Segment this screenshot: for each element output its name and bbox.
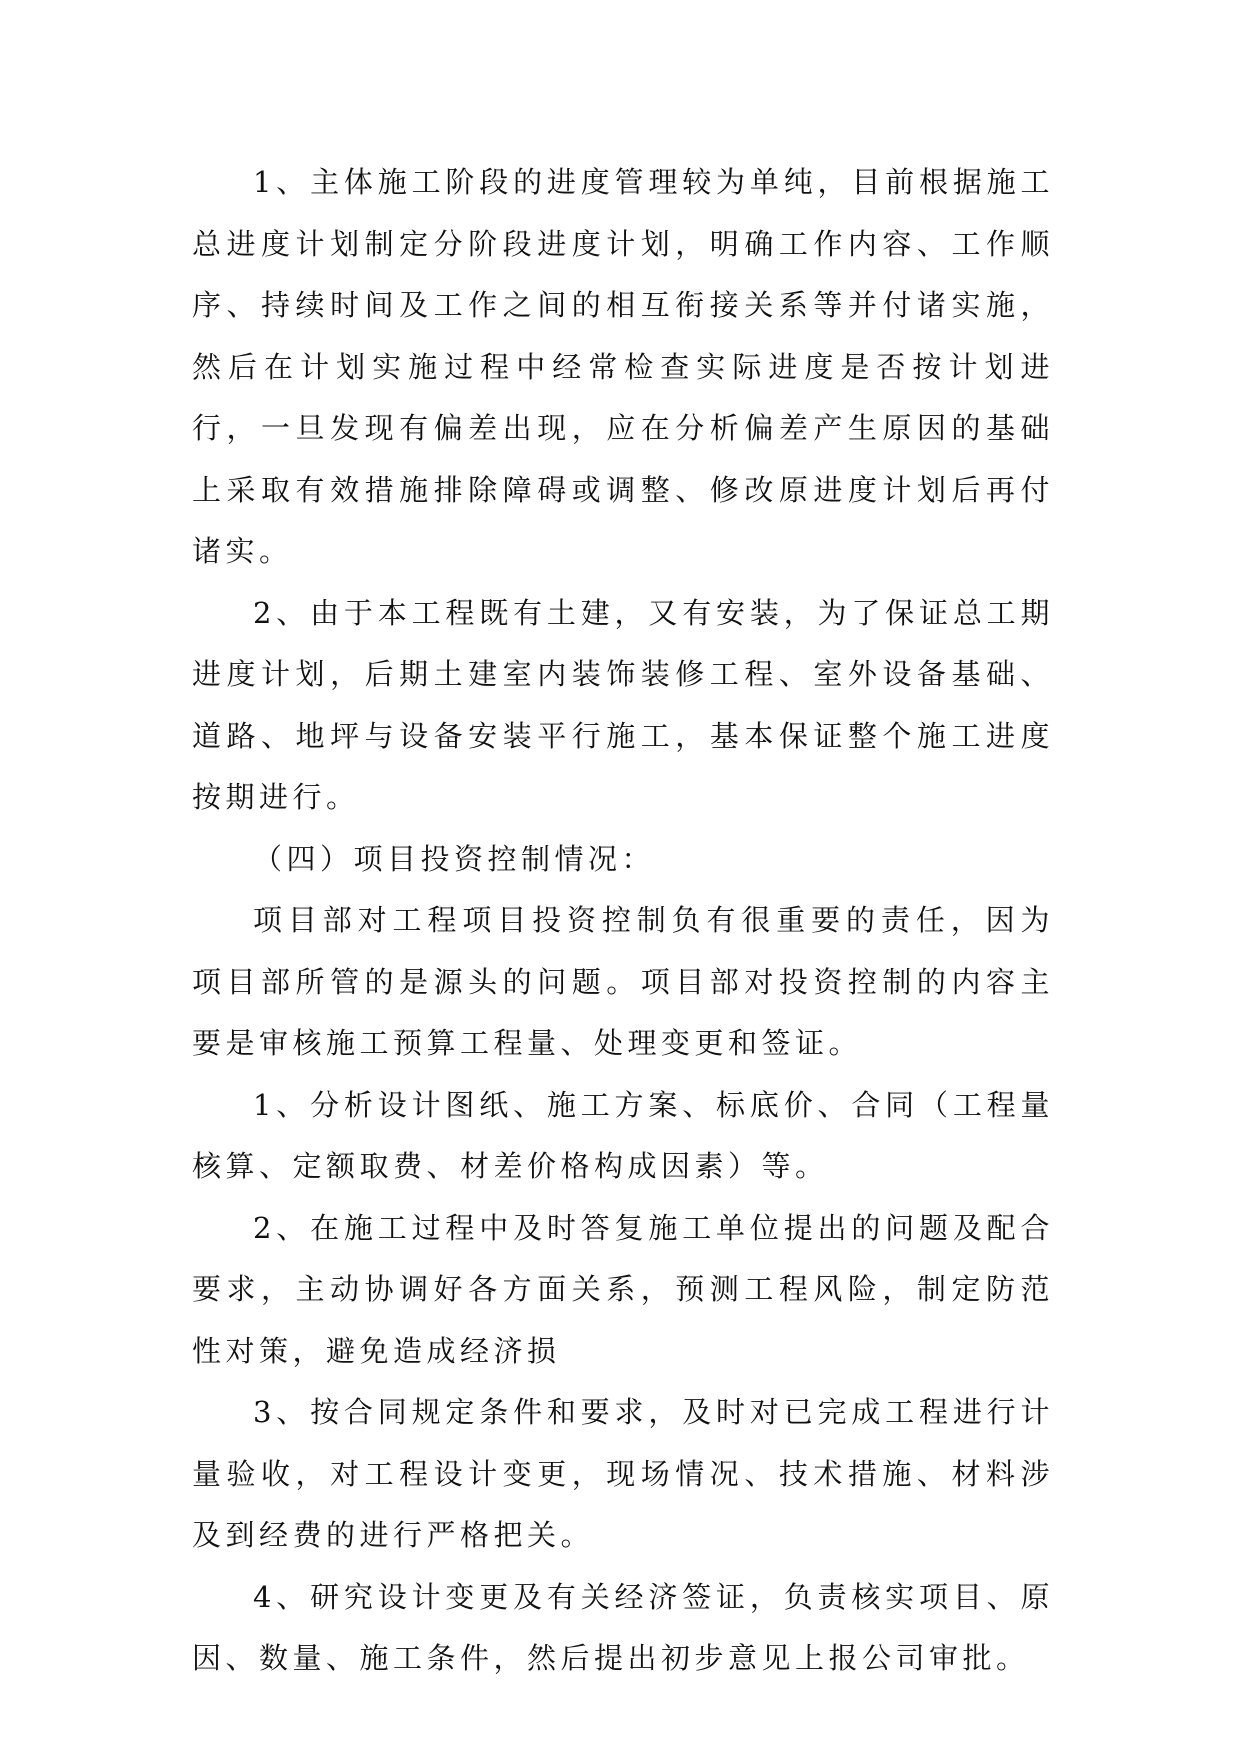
paragraph-investment-3: 3、按合同规定条件和要求，及时对已完成工程进行计量验收，对工程设计变更，现场情况、技术措施、材料涉及到经费的进行严格把关。 xyxy=(192,1395,1054,1552)
paragraph-investment-2: 2、在施工过程中及时答复施工单位提出的问题及配合要求，主动协调好各方面关系，预测工程风险，制定防范性对策，避免造成经济损 xyxy=(192,1210,1054,1368)
paragraph-progress-2: 2、由于本工程既有土建，又有安装，为了保证总工期进度计划，后期土建室内装饰装修工程、室外设备基础、道路、地坪与设备安装平行施工，基本保证整个施工进度按期进行。 xyxy=(192,595,1054,814)
section-heading-investment-control: （四）项目投资控制情况： xyxy=(253,841,656,876)
paragraph-investment-intro: 项目部对工程项目投资控制负有很重要的责任，因为项目部所管的是源头的问题。项目部对投资控制的内容主要是审核施工预算工程量、处理变更和签证。 xyxy=(192,903,1054,1060)
paragraph-investment-4: 4、研究设计变更及有关经济签证，负责核实项目、原因、数量、施工条件，然后提出初步意见上报公司审批。 xyxy=(192,1579,1054,1675)
paragraph-investment-1: 1、分析设计图纸、施工方案、标底价、合同（工程量核算、定额取费、材差价格构成因素）等。 xyxy=(192,1087,1054,1183)
document-body xyxy=(192,152,1054,1690)
paragraph-progress-1: 1、主体施工阶段的进度管理较为单纯，目前根据施工总进度计划制定分阶段进度计划，明确工作内容、工作顺序、持续时间及工作之间的相互衔接关系等并付诸实施，然后在计划实施过程中经常检查实际进度是否按计划进行，一旦发现有偏差出现，应在分析偏差产生原因的基础上采取有效措施排除障碍或调整、修改原进度计划后再付诸实。 xyxy=(192,165,1054,568)
